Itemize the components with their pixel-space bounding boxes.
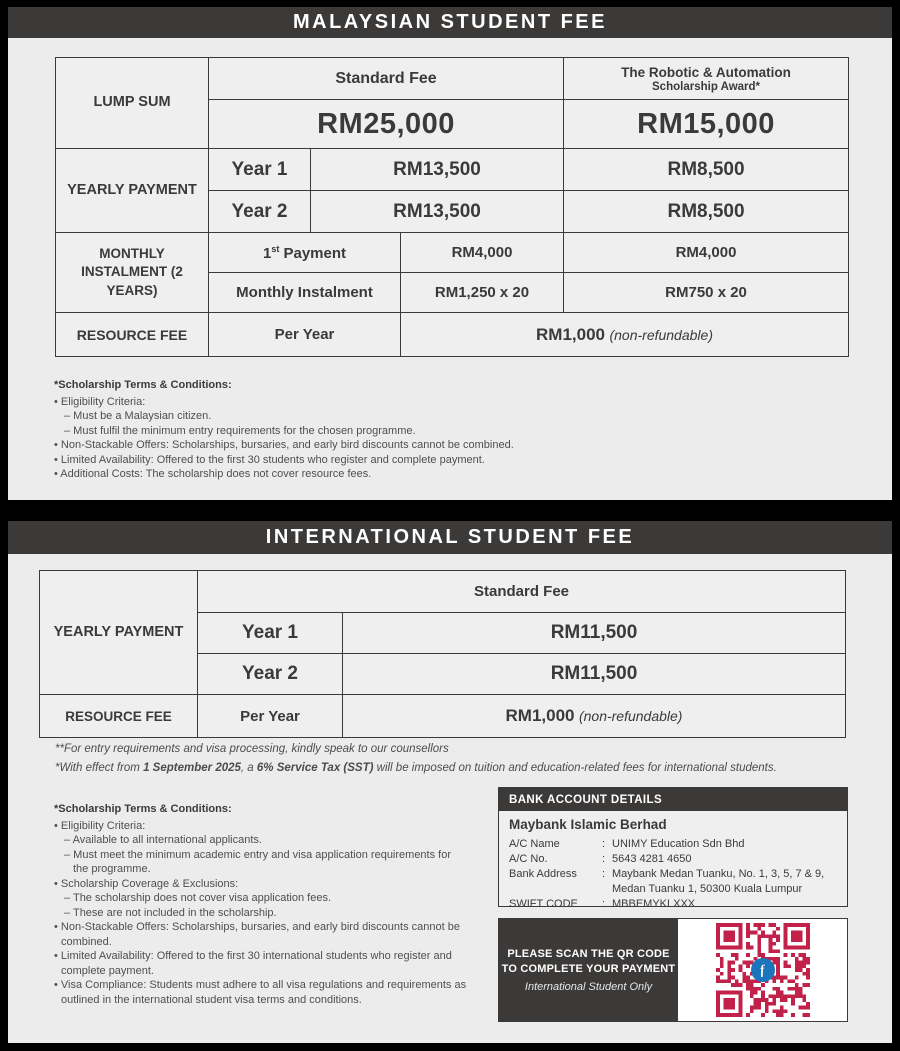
table-row bbox=[56, 313, 849, 357]
qr-instruction-note: International Student Only bbox=[524, 981, 653, 993]
resource-fee-value-cell bbox=[401, 313, 849, 357]
terms-item: • Eligibility Criteria: bbox=[54, 819, 146, 832]
scholarship-header-cell bbox=[564, 58, 849, 100]
first-payment-standard-value: RM4,000 bbox=[401, 233, 564, 273]
terms-item: – The scholarship does not cover visa application fees. bbox=[64, 892, 332, 904]
terms-item: – Must meet the minimum academic entry and visa application requirements for the programme. bbox=[64, 848, 452, 875]
bank-row-ac-name: A/C Name : UNIMY Education Sdn Bhd bbox=[509, 838, 745, 850]
terms-title: *Scholarship Terms & Conditions: bbox=[54, 803, 232, 815]
scholarship-header-line2: Scholarship Award* bbox=[652, 80, 761, 93]
monthly-instalment-label-cell: MONTHLY INSTALMENT (2 YEARS) bbox=[56, 233, 209, 313]
international-scholarship-terms bbox=[54, 802, 468, 1007]
first-payment-label-cell: 1st Payment bbox=[209, 233, 401, 273]
qr-instruction-line2: TO COMPLETE YOUR PAYMENT bbox=[501, 963, 676, 975]
table-row bbox=[40, 571, 846, 613]
terms-item: • Visa Compliance: Students must adhere to all visa regulations and requirements as outlined in the international student visa terms and conditions. bbox=[54, 979, 467, 1006]
qr-code bbox=[716, 923, 810, 1017]
international-footnotes bbox=[55, 740, 865, 778]
year2-scholarship-value: RM8,500 bbox=[564, 191, 849, 233]
resource-fee-label-cell: RESOURCE FEE bbox=[56, 313, 209, 357]
bank-name: Maybank Islamic Berhad bbox=[509, 817, 667, 832]
footnote-counsellors: **For entry requirements and visa processing, kindly speak to our counsellors bbox=[55, 743, 449, 755]
footnote-sst: *With effect from 1 September 2025, a 6% Service Tax (SST) will be imposed on tuition and education-related fees for international students. bbox=[55, 762, 777, 774]
international-section-header bbox=[8, 521, 892, 554]
terms-item: • Additional Costs: The scholarship does not cover resource fees. bbox=[54, 468, 372, 480]
resource-fee-note: (non-refundable) bbox=[609, 326, 713, 343]
terms-item: • Limited Availability: Offered to the first 30 students who register and complete payment. bbox=[54, 453, 485, 466]
malaysian-section-header bbox=[8, 7, 892, 38]
qr-payment-panel bbox=[498, 918, 848, 1022]
first-payment-scholarship-value: RM4,000 bbox=[564, 233, 849, 273]
resource-fee-amount: RM1,000 bbox=[505, 706, 575, 725]
terms-item: – These are not included in the scholarship. bbox=[64, 906, 277, 919]
standard-fee-header-cell: Standard Fee bbox=[209, 58, 564, 100]
resource-fee-period-cell: Per Year bbox=[209, 313, 401, 357]
qr-instruction-box bbox=[499, 919, 678, 1021]
terms-item: • Scholarship Coverage & Exclusions: bbox=[54, 877, 239, 890]
terms-item: • Eligibility Criteria: bbox=[54, 395, 146, 408]
instalment-scholarship-value: RM750 x 20 bbox=[564, 273, 849, 313]
international-fee-table bbox=[39, 570, 846, 738]
resource-fee-value-cell bbox=[343, 695, 846, 738]
table-row bbox=[56, 233, 849, 273]
international-fee-section bbox=[8, 521, 892, 1043]
lump-sum-standard-value: RM25,000 bbox=[209, 100, 564, 149]
scholarship-header-line1: The Robotic & Automation bbox=[621, 64, 791, 80]
resource-fee-note: (non-refundable) bbox=[578, 708, 683, 724]
table-row bbox=[56, 149, 849, 191]
qr-code-area bbox=[678, 919, 847, 1021]
year2-label-cell: Year 2 bbox=[198, 654, 343, 695]
table-row bbox=[56, 58, 849, 100]
international-section-title: INTERNATIONAL STUDENT FEE bbox=[265, 526, 635, 548]
terms-item: • Non-Stackable Offers: Scholarships, bursaries, and early bird discounts cannot be combined. bbox=[54, 921, 460, 948]
year1-label-cell: Year 1 bbox=[209, 149, 311, 191]
malaysian-section-title: MALAYSIAN STUDENT FEE bbox=[292, 11, 607, 33]
bank-row-swift: SWIFT CODE : MBBEMYKLXXX bbox=[509, 898, 696, 910]
qr-instruction-line1: PLEASE SCAN THE QR CODE bbox=[507, 948, 670, 960]
malaysian-section-body bbox=[8, 38, 892, 500]
lump-sum-label-cell: LUMP SUM bbox=[56, 58, 209, 149]
terms-item: – Must fulfil the minimum entry requirements for the chosen programme. bbox=[64, 424, 416, 437]
lump-sum-scholarship-value: RM15,000 bbox=[564, 100, 849, 149]
bank-panel-header: BANK ACCOUNT DETAILS bbox=[499, 788, 847, 811]
international-section-body bbox=[8, 554, 892, 1043]
terms-item: – Must be a Malaysian citizen. bbox=[64, 410, 212, 422]
instalment-standard-value: RM1,250 x 20 bbox=[401, 273, 564, 313]
terms-item: • Non-Stackable Offers: Scholarships, bursaries, and early bird discounts cannot be combined. bbox=[54, 439, 514, 451]
year1-value: RM11,500 bbox=[343, 613, 846, 654]
resource-fee-period-cell: Per Year bbox=[198, 695, 343, 738]
standard-fee-header-cell: Standard Fee bbox=[198, 571, 846, 613]
bank-row-ac-no: A/C No. : 5643 4281 4650 bbox=[509, 853, 692, 865]
year2-label-cell: Year 2 bbox=[209, 191, 311, 233]
malaysian-fee-section bbox=[8, 7, 892, 500]
monthly-instalment-row-label: Monthly Instalment bbox=[209, 273, 401, 313]
yearly-payment-label-cell: YEARLY PAYMENT bbox=[56, 149, 209, 233]
bank-row-address: Bank Address : Maybank Medan Tuanku, No. 1, 3, 5, 7 & 9, Medan Tuanku 1, 50300 Kuala Lumpur bbox=[509, 868, 825, 895]
malaysian-scholarship-terms bbox=[54, 378, 754, 482]
flywire-logo-icon: f bbox=[751, 958, 775, 982]
year2-value: RM11,500 bbox=[343, 654, 846, 695]
year2-standard-value: RM13,500 bbox=[311, 191, 564, 233]
resource-fee-amount: RM1,000 bbox=[536, 324, 606, 344]
terms-item: • Limited Availability: Offered to the first 30 international students who register and complete payment. bbox=[54, 950, 452, 977]
yearly-payment-label-cell: YEARLY PAYMENT bbox=[40, 571, 198, 695]
bank-account-details-panel bbox=[498, 787, 848, 910]
terms-title: *Scholarship Terms & Conditions: bbox=[54, 379, 232, 391]
table-row bbox=[40, 695, 846, 738]
resource-fee-label-cell: RESOURCE FEE bbox=[40, 695, 198, 738]
year1-standard-value: RM13,500 bbox=[311, 149, 564, 191]
terms-item: – Available to all international applicants. bbox=[64, 834, 262, 846]
year1-scholarship-value: RM8,500 bbox=[564, 149, 849, 191]
malaysian-fee-table bbox=[55, 57, 849, 357]
year1-label-cell: Year 1 bbox=[198, 613, 343, 654]
bank-panel-body bbox=[499, 811, 847, 912]
